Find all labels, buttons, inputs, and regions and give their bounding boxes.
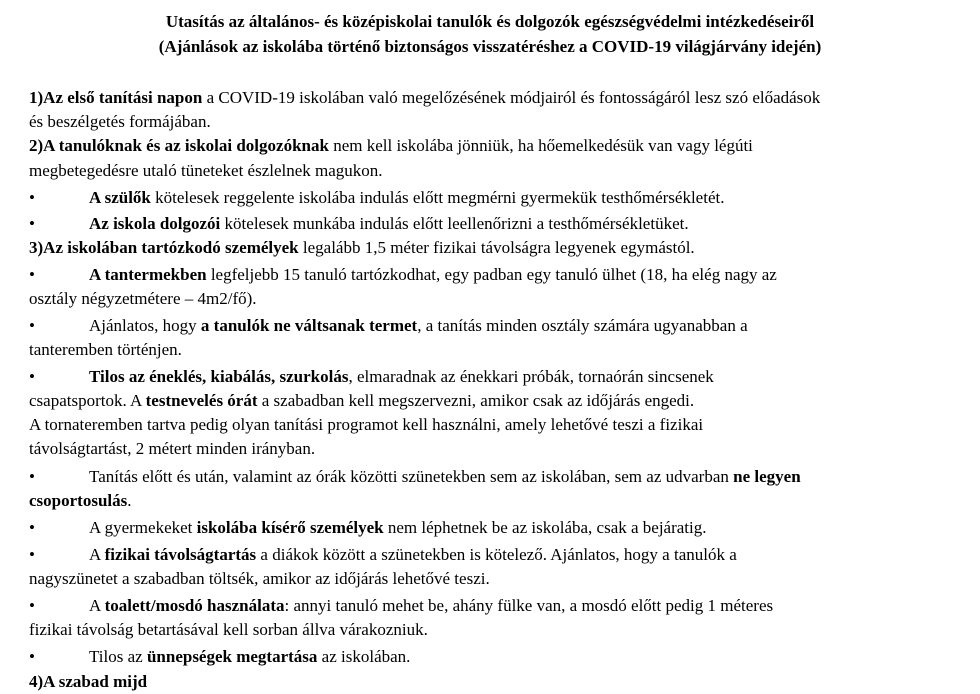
bullet-item-grouping-line-2: [29, 489, 131, 513]
bullet-text: .: [127, 491, 132, 510]
bullet-text: az iskolában.: [317, 647, 411, 666]
bullet-icon: •: [29, 367, 35, 386]
bullet-text: Tilos az: [89, 647, 147, 666]
bullet-item-singing-line-3: A tornateremben tartva pedig olyan tanítási programot kell használni, amely lehetővé teszi a fizikai: [29, 415, 704, 434]
bullet-icon: •: [29, 316, 35, 335]
bullet-item-escorts: [89, 516, 707, 540]
bullet-item-toilet: [89, 594, 773, 618]
bullet-text: A gyermekeket: [89, 518, 197, 537]
bullet-text: nem léphetnek be az iskolába, csak a bejáratig.: [383, 518, 707, 537]
bullet-item-distancing-line-2: nagyszünetet a szabadban töltsék, amikor az időjárás lehetővé teszi.: [29, 569, 490, 588]
section-2-line-1: [29, 134, 753, 158]
bullet-item-room-change-line-2: tanteremben történjen.: [29, 340, 182, 359]
bullet-bold: A tantermekben: [89, 265, 207, 284]
bullet-item-singing-line-2: [29, 389, 694, 413]
bullet-bold: testnevelés órát: [145, 391, 258, 410]
bullet-text: legfeljebb 15 tanuló tartózkodhat, egy padban egy tanuló ülhet (18, ha elég nagy az: [206, 265, 777, 284]
bullet-bold: fizikai távolságtartás: [104, 545, 257, 564]
bullet-icon: •: [29, 188, 35, 207]
section-1-heading: 1)Az első tanítási napon: [29, 88, 203, 107]
bullet-text: Tanítás előtt és után, valamint az órák közötti szünetekben sem az iskolában, sem az udvarban: [89, 467, 734, 486]
section-3-heading: 3)Az iskolában tartózkodó személyek: [29, 238, 299, 257]
section-1-line-2: és beszélgetés formájában.: [29, 112, 211, 131]
document-title: Utasítás az általános- és középiskolai tanulók és dolgozók egészségvédelmi intézkedéseiről: [165, 12, 815, 31]
document-subtitle: (Ajánlások az iskolába történő biztonságos visszatéréshez a COVID-19 világjárvány idején): [158, 37, 822, 56]
bullet-text: A: [89, 545, 105, 564]
bullet-icon: •: [29, 518, 35, 537]
bullet-bold: A szülők: [89, 188, 151, 207]
bullet-bold: a tanulók ne váltsanak termet: [200, 316, 418, 335]
bullet-bold: iskolába kísérő személyek: [196, 518, 384, 537]
bullet-item-singing-line-4: távolságtartást, 2 métert minden irányban.: [29, 439, 316, 458]
section-2-text: nem kell iskolába jönniük, ha hőemelkedésük van vagy légúti: [328, 136, 753, 155]
bullet-text: , a tanítás minden osztály számára ugyanabban a: [417, 316, 748, 335]
section-4-heading: 4)A szabad mijd: [29, 672, 148, 691]
section-2-line-2: megbetegedésre utaló tüneteket észlelnek magukon.: [29, 161, 383, 180]
bullet-item-parents: [89, 186, 724, 210]
section-1-line-1: [29, 86, 820, 110]
bullet-text: A: [89, 596, 105, 615]
bullet-icon: •: [29, 265, 35, 284]
bullet-item-grouping: [89, 465, 801, 489]
bullet-item-distancing: [89, 543, 737, 567]
bullet-item-singing: [89, 365, 714, 389]
bullet-icon: •: [29, 214, 35, 233]
bullet-bold: Az iskola dolgozói: [89, 214, 221, 233]
bullet-item-room-change: [89, 314, 748, 338]
bullet-bold: ünnepségek megtartása: [146, 647, 318, 666]
bullet-bold: toalett/mosdó használata: [104, 596, 285, 615]
bullet-item-ceremonies: [89, 645, 410, 669]
bullet-text: : annyi tanuló mehet be, ahány fülke van, a mosdó előtt pedig 1 méteres: [284, 596, 774, 615]
section-3-text: legalább 1,5 méter fizikai távolságra legyenek egymástól.: [298, 238, 695, 257]
bullet-bold: csoportosulás: [29, 491, 128, 510]
bullet-icon: •: [29, 647, 35, 666]
bullet-text: Ajánlatos, hogy: [89, 316, 201, 335]
bullet-item-classrooms-line-2: osztály négyzetmétere – 4m2/fő).: [29, 289, 257, 308]
bullet-text: , elmaradnak az énekkari próbák, tornaórán sincsenek: [348, 367, 714, 386]
section-3-line-1: [29, 236, 695, 260]
bullet-text: kötelesek munkába indulás előtt leellenőrizni a testhőmérsékletüket.: [220, 214, 689, 233]
bullet-item-toilet-line-2: fizikai távolság betartásával kell sorban állva várakozniuk.: [29, 620, 428, 639]
section-1-text: a COVID-19 iskolában való megelőzésének módjairól és fontosságáról lesz szó előadások: [202, 88, 821, 107]
bullet-bold: Tilos az éneklés, kiabálás, szurkolás: [89, 367, 349, 386]
bullet-icon: •: [29, 467, 35, 486]
bullet-icon: •: [29, 545, 35, 564]
bullet-text: csapatsportok. A: [29, 391, 146, 410]
bullet-icon: •: [29, 596, 35, 615]
bullet-item-staff: [89, 212, 689, 236]
section-4-line-1: [29, 670, 147, 694]
bullet-text: a szabadban kell megszervezni, amikor csak az időjárás engedi.: [257, 391, 695, 410]
bullet-text: a diákok között a szünetekben is kötelező. Ajánlatos, hogy a tanulók a: [256, 545, 737, 564]
bullet-text: kötelesek reggelente iskolába indulás előtt megmérni gyermekük testhőmérsékletét.: [150, 188, 725, 207]
section-2-heading: 2)A tanulóknak és az iskolai dolgozóknak: [29, 136, 329, 155]
bullet-bold: ne legyen: [733, 467, 801, 486]
bullet-item-classrooms: [89, 263, 777, 287]
